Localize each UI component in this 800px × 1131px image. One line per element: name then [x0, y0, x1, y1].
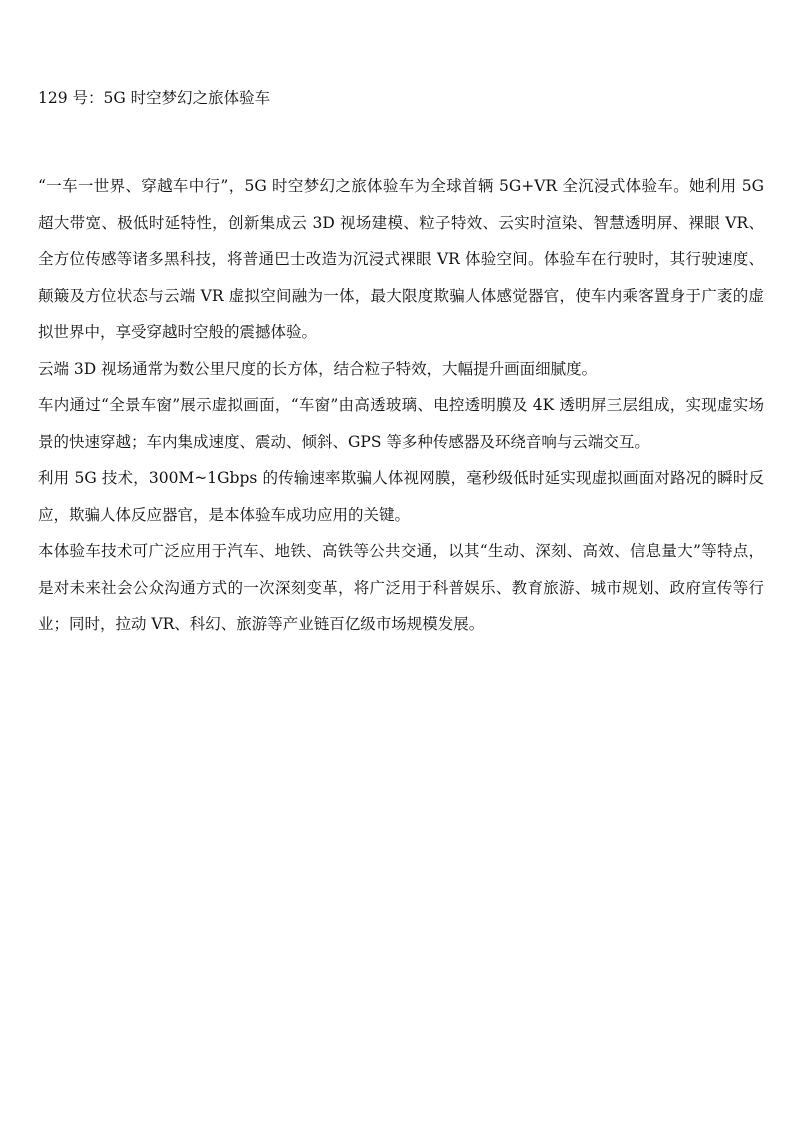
document-title: 129 号：5G 时空梦幻之旅体验车 — [38, 89, 271, 107]
document-body — [38, 168, 764, 643]
paragraph-1: “一车一世界、穿越车中行”，5G 时空梦幻之旅体验车为全球首辆 5G+VR 全沉浸式体验车。她利用 5G 超大带宽、极低时延特性，创新集成云 3D 视场建模、粒子特效、云实时渲染、智慧透明屏、裸眼 VR、全方位传感等诸多黑科技，将普通巴士改造为沉浸式裸眼 VR 体验空间。体验车在行驶时，其行驶速度、颠簸及方位状态与云端 VR 虚拟空间融为一体，最大限度欺骗人体感觉器官，使车内乘客置身于广袤的虚拟世界中，享受穿越时空般的震撼体验。 — [38, 177, 764, 341]
paragraph-2: 云端 3D 视场通常为数公里尺度的长方体，结合粒子特效，大幅提升画面细腻度。 — [38, 359, 598, 378]
paragraph-3: 车内通过“全景车窗”展示虚拟画面，“车窗”由高透玻璃、电控透明膜及 4K 透明屏三层组成，实现虚实场景的快速穿越；车内集成速度、震动、倾斜、GPS 等多种传感器及环绕音响与云端交互。 — [38, 396, 764, 451]
paragraph-4: 利用 5G 技术，300M~1Gbps 的传输速率欺骗人体视网膜，毫秒级低时延实现虚拟画面对路况的瞬时反应，欺骗人体反应器官，是本体验车成功应用的关键。 — [38, 469, 764, 524]
paragraph-5: 本体验车技术可广泛应用于汽车、地铁、高铁等公共交通，以其“生动、深刻、高效、信息量大”等特点，是对未来社会公众沟通方式的一次深刻变革，将广泛用于科普娱乐、教育旅游、城市规划、政府宣传等行业；同时，拉动 VR、科幻、旅游等产业链百亿级市场规模发展。 — [38, 542, 764, 633]
